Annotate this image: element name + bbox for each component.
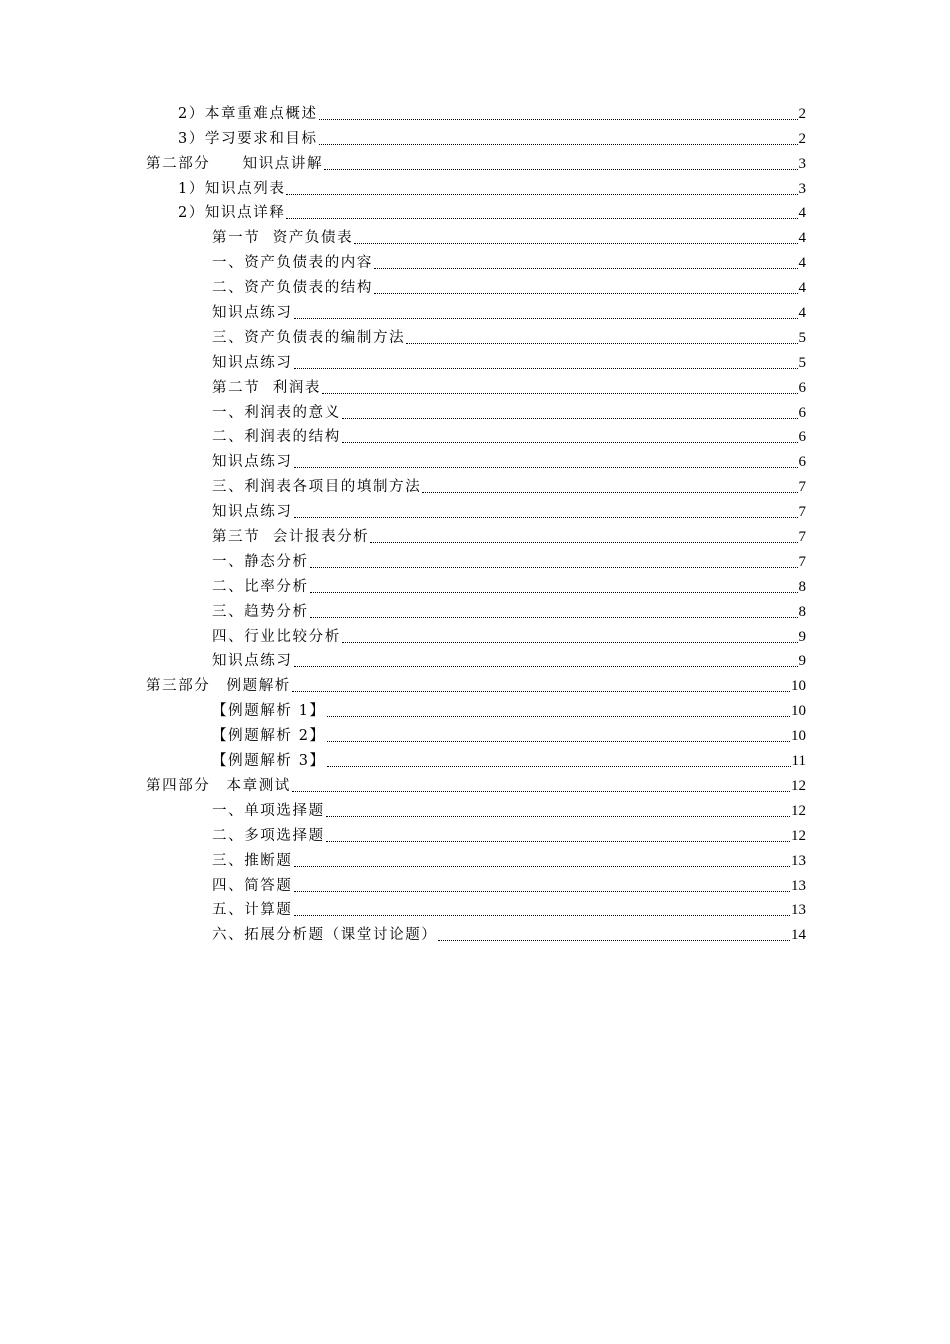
toc-entry-title: 【例题解析 2】 [212,728,326,745]
toc-entry-title: 3）学习要求和目标 [178,130,318,147]
dot-leader [342,442,798,443]
toc-entry[interactable] [212,471,806,496]
dot-leader [406,343,797,344]
toc-entry-title: 第三节 会计报表分析 [212,529,370,546]
toc-entry[interactable] [212,895,806,920]
toc-entry-page-number: 10 [791,728,806,745]
toc-entry-page-number: 5 [798,354,806,371]
dot-leader [327,766,791,767]
toc-entry-title: 三、趋势分析 [212,603,309,620]
toc-entry[interactable] [212,322,806,347]
toc-entry-title: 一、利润表的意义 [212,404,341,421]
toc-entry[interactable] [212,521,806,546]
toc-entry-page-number: 9 [798,653,806,670]
toc-entry[interactable] [178,173,806,198]
toc-entry-title: 二、利润表的结构 [212,429,341,446]
toc-entry[interactable] [212,695,806,720]
toc-entry[interactable] [146,770,806,795]
toc-entry-title: 二、比率分析 [212,578,309,595]
toc-entry-page-number: 6 [798,404,806,421]
toc-entry[interactable] [212,571,806,596]
toc-entry-page-number: 10 [791,678,806,695]
dot-leader [438,940,790,941]
toc-entry-page-number: 10 [791,703,806,720]
toc-entry-title: 第二部分 知识点讲解 [146,155,324,172]
toc-entry-title: 知识点练习 [212,305,293,322]
toc-entry-page-number: 12 [791,827,806,844]
toc-entry[interactable] [212,422,806,447]
toc-entry-title: 一、单项选择题 [212,802,325,819]
toc-entry-page-number: 11 [791,753,806,770]
toc-entry-page-number: 2 [798,130,806,147]
dot-leader [294,891,791,892]
toc-entry-title: 五、计算题 [212,902,293,919]
toc-entry[interactable] [212,496,806,521]
dot-leader [322,393,797,394]
dot-leader [294,318,798,319]
toc-entry[interactable] [212,247,806,272]
dot-leader [342,642,798,643]
toc-entry-title: 三、利润表各项目的填制方法 [212,479,422,496]
dot-leader [370,542,797,543]
toc-entry[interactable] [212,621,806,646]
dot-leader [310,592,798,593]
toc-entry-page-number: 12 [791,802,806,819]
dot-leader [294,368,798,369]
toc-entry[interactable] [212,870,806,895]
toc-entry-page-number: 13 [791,877,806,894]
dot-leader [294,467,798,468]
toc-entry-title: 三、推断题 [212,852,293,869]
toc-entry-title: 四、行业比较分析 [212,628,341,645]
toc-entry[interactable] [178,123,806,148]
toc-entry-title: 四、简答题 [212,877,293,894]
toc-entry[interactable] [212,297,806,322]
toc-entry-page-number: 7 [798,553,806,570]
dot-leader [286,218,797,219]
toc-entry[interactable] [212,795,806,820]
toc-entry-title: 二、多项选择题 [212,827,325,844]
dot-leader [326,816,790,817]
toc-entry[interactable] [212,646,806,671]
dot-leader [292,691,790,692]
toc-entry-page-number: 4 [798,205,806,222]
dot-leader [342,418,798,419]
toc-entry-title: 2）本章重难点概述 [178,105,318,122]
toc-entry-page-number: 5 [798,329,806,346]
toc-entry-page-number: 3 [798,155,806,172]
table-of-contents [0,98,950,944]
dot-leader [310,617,798,618]
dot-leader [374,293,798,294]
toc-entry[interactable] [178,98,806,123]
toc-entry[interactable] [212,546,806,571]
toc-entry-title: 1）知识点列表 [178,180,286,197]
toc-entry[interactable] [212,820,806,845]
toc-entry-page-number: 4 [798,255,806,272]
dot-leader [319,144,798,145]
toc-entry[interactable] [178,198,806,223]
toc-entry-page-number: 7 [798,479,806,496]
toc-entry-page-number: 7 [798,529,806,546]
toc-entry-page-number: 6 [798,454,806,471]
toc-entry-title: 知识点练习 [212,354,293,371]
toc-entry[interactable] [146,148,806,173]
toc-entry[interactable] [212,845,806,870]
toc-entry-title: 第三部分 例题解析 [146,678,291,695]
dot-leader [327,741,790,742]
toc-entry-title: 【例题解析 3】 [212,753,326,770]
toc-entry-title: 2）知识点详释 [178,205,286,222]
toc-entry-page-number: 14 [791,927,806,944]
toc-entry[interactable] [212,446,806,471]
dot-leader [319,119,798,120]
toc-entry[interactable] [146,670,806,695]
toc-entry-page-number: 13 [791,902,806,919]
toc-entry-page-number: 4 [798,280,806,297]
dot-leader [327,716,790,717]
dot-leader [294,915,791,916]
toc-entry-page-number: 9 [798,628,806,645]
toc-entry-title: 第二节 利润表 [212,379,322,396]
dot-leader [422,492,797,493]
toc-entry-title: 六、拓展分析题（课堂讨论题） [212,927,438,944]
toc-entry-title: 【例题解析 1】 [212,703,326,720]
dot-leader [292,791,790,792]
dot-leader [326,841,790,842]
toc-entry-title: 三、资产负债表的编制方法 [212,329,406,346]
toc-entry-page-number: 6 [798,379,806,396]
toc-entry-page-number: 2 [798,105,806,122]
toc-entry-title: 第一节 资产负债表 [212,230,354,247]
toc-entry-title: 一、资产负债表的内容 [212,255,373,272]
toc-entry[interactable] [212,720,806,745]
toc-entry-title: 知识点练习 [212,504,293,521]
toc-entry-page-number: 8 [798,578,806,595]
toc-entry-page-number: 7 [798,504,806,521]
toc-entry[interactable] [212,397,806,422]
toc-entry-page-number: 6 [798,429,806,446]
dot-leader [286,194,797,195]
toc-entry[interactable] [212,372,806,397]
dot-leader [374,268,798,269]
toc-entry[interactable] [212,596,806,621]
toc-entry-title: 知识点练习 [212,454,293,471]
toc-entry-page-number: 8 [798,603,806,620]
toc-entry-title: 二、资产负债表的结构 [212,280,373,297]
dot-leader [294,666,798,667]
toc-entry[interactable] [212,347,806,372]
toc-entry[interactable] [212,272,806,297]
dot-leader [294,517,798,518]
toc-entry-page-number: 4 [798,305,806,322]
toc-entry-page-number: 13 [791,852,806,869]
toc-entry-title: 一、静态分析 [212,553,309,570]
toc-entry-title: 知识点练习 [212,653,293,670]
toc-entry-title: 第四部分 本章测试 [146,777,291,794]
dot-leader [310,567,798,568]
toc-entry[interactable] [212,745,806,770]
toc-entry-page-number: 3 [798,180,806,197]
toc-entry-page-number: 12 [791,777,806,794]
dot-leader [324,169,797,170]
toc-entry[interactable] [212,919,806,944]
toc-entry[interactable] [212,222,806,247]
dot-leader [354,243,797,244]
dot-leader [294,866,791,867]
toc-entry-page-number: 4 [798,230,806,247]
